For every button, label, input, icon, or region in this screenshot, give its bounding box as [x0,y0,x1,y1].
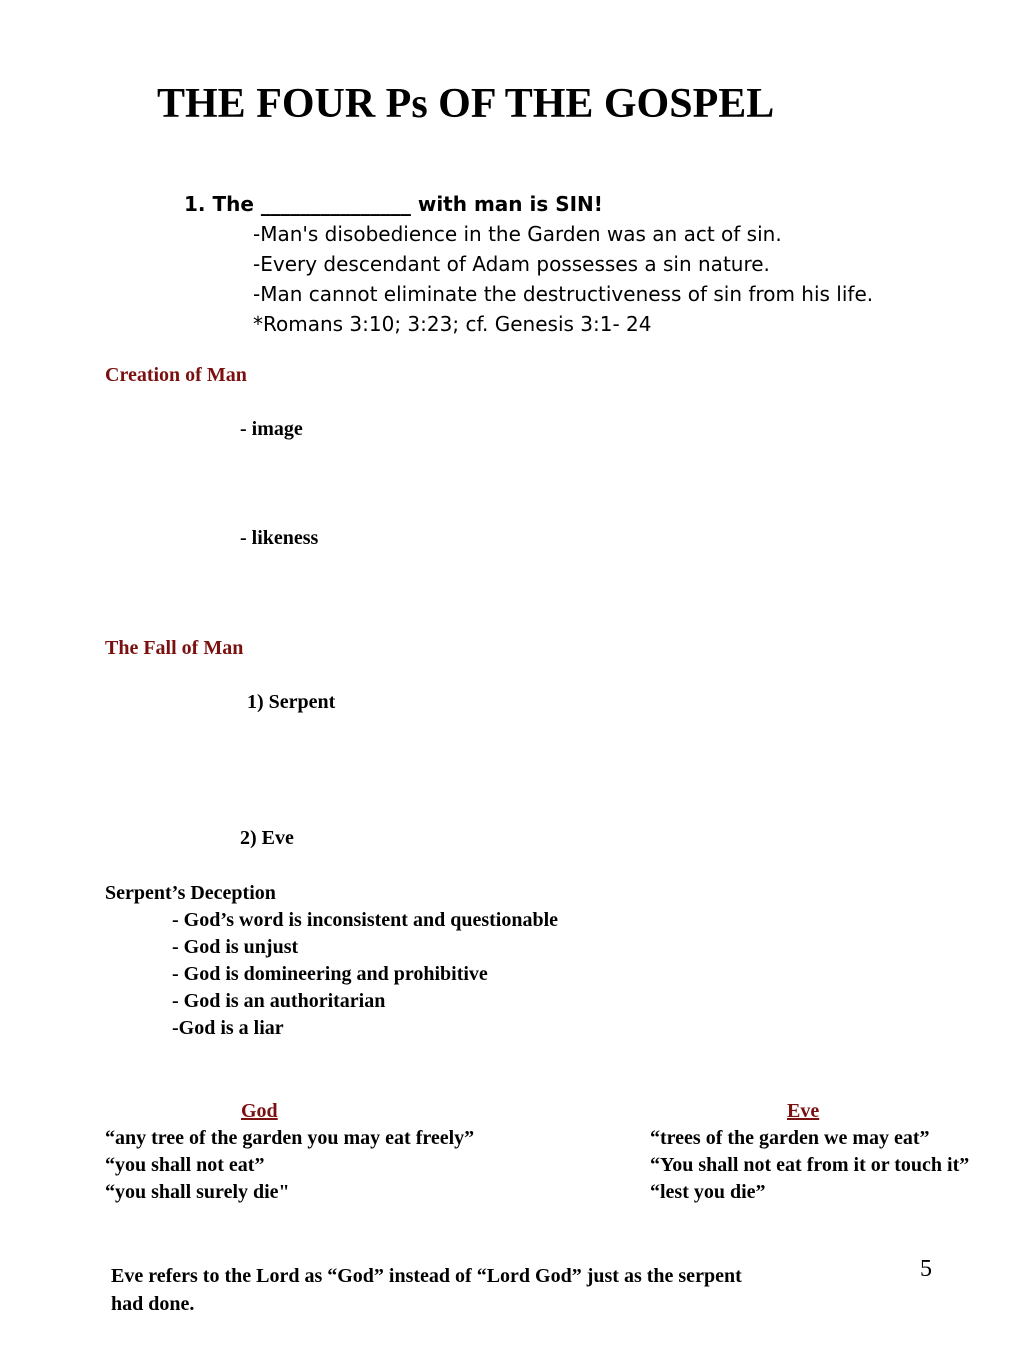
list-item: - God is domineering and prohibitive [172,963,488,985]
list-item: - God is an authoritarian [172,990,386,1012]
eve-quotes-list [650,1125,969,1206]
page-number: 5 [920,1256,932,1282]
point-1-line: -Man's disobedience in the Garden was an act of sin. [253,222,782,246]
point-1-line: -Every descendant of Adam possesses a sin nature. [253,252,770,276]
list-item: “You shall not eat from it or touch it” [650,1154,970,1176]
list-item: “any tree of the garden you may eat freely” [105,1127,475,1149]
list-item: “trees of the garden we may eat” [650,1127,930,1149]
list-item: -God is a liar [172,1017,284,1039]
closing-note: Eve refers to the Lord as “God” instead of “Lord God” just as the serpent had done. [111,1265,742,1315]
point-1-heading: 1. The _______________ with man is SIN! [184,192,603,216]
list-item: “you shall surely die" [105,1181,290,1203]
list-item: “you shall not eat” [105,1154,265,1176]
point-1-scripture-reference: *Romans 3:10; 3:23; cf. Genesis 3:1- 24 [253,312,652,336]
creation-item-likeness: - likeness [240,527,319,549]
god-quotes-list [105,1125,474,1206]
serpent-deception-heading: Serpent’s Deception [105,882,276,904]
eve-column-heading: Eve [787,1100,820,1122]
list-item: “lest you die” [650,1181,766,1203]
serpent-deception-list [172,907,558,1042]
creation-item-image: - image [240,418,303,440]
creation-of-man-heading: Creation of Man [105,364,247,386]
page-title: THE FOUR Ps OF THE GOSPEL [157,81,775,127]
point-1-line: -Man cannot eliminate the destructiveness of sin from his life. [253,282,874,306]
fall-of-man-heading: The Fall of Man [105,637,244,659]
god-column-heading: God [241,1100,278,1122]
fall-item-eve: 2) Eve [240,827,294,849]
list-item: - God’s word is inconsistent and questionable [172,909,558,931]
fall-item-serpent: 1) Serpent [247,691,336,713]
list-item: - God is unjust [172,936,299,958]
